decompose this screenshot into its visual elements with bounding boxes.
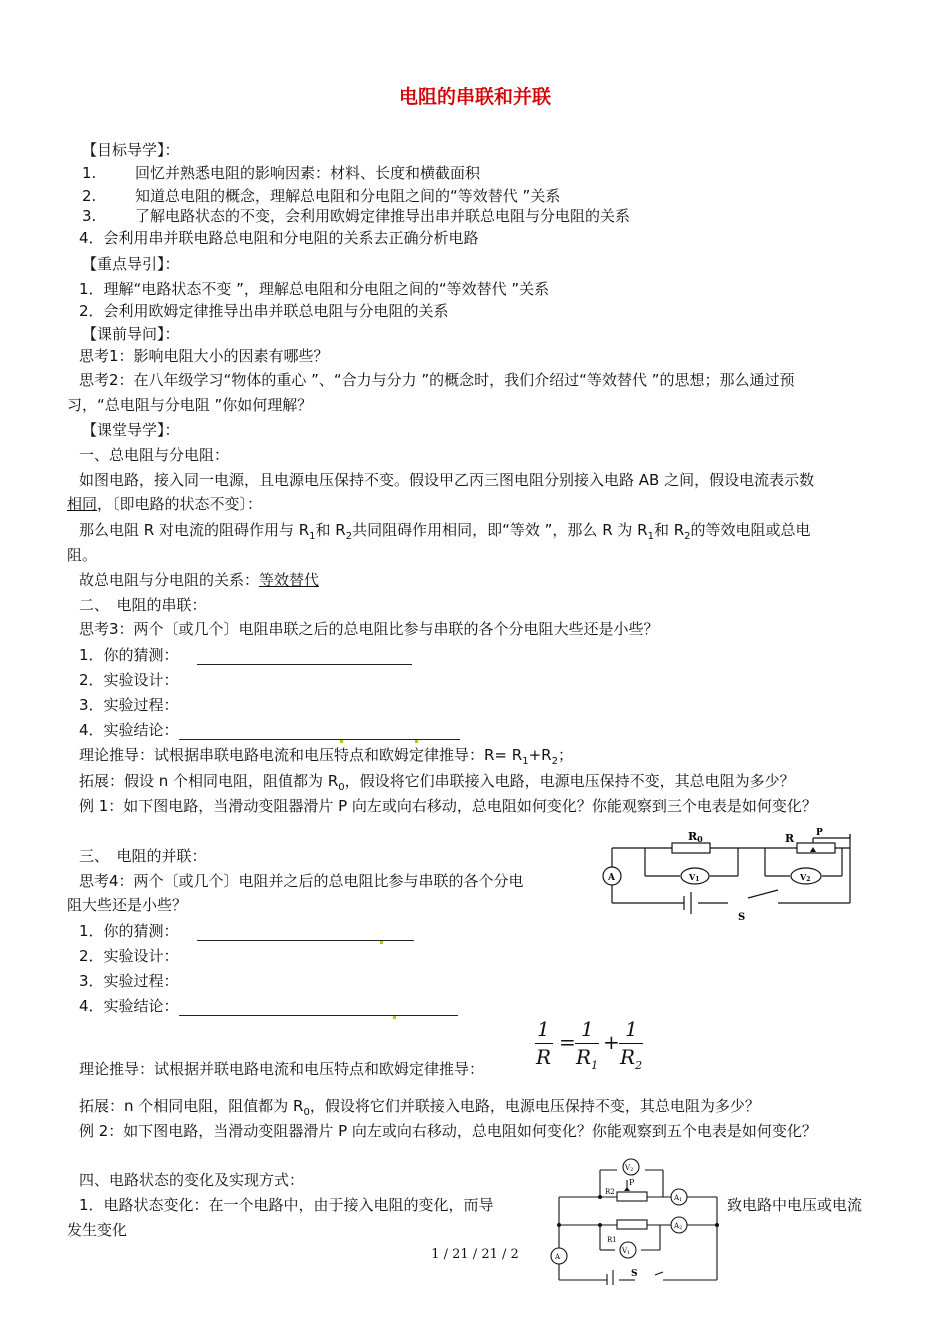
parallel-guess-label: 1．你的猜测： bbox=[79, 922, 179, 940]
extension-text: ，假设将它们并联接入电路，电源电压保持不变，其总电阻为多少？ bbox=[309, 1097, 760, 1115]
junction bbox=[598, 1195, 602, 1199]
formula-denominator: R bbox=[536, 1045, 552, 1069]
label-a2: A2 bbox=[674, 1222, 683, 1231]
parallel-design: 2．实验设计： bbox=[79, 947, 179, 965]
page-title: 电阻的串联和并联 bbox=[398, 86, 551, 108]
series-guess-label: 1．你的猜测： bbox=[79, 646, 179, 664]
junction bbox=[715, 1223, 719, 1227]
formula-numerator: 1 bbox=[581, 1017, 594, 1041]
label-r: R bbox=[785, 832, 795, 845]
extension-text: 拓展：假设 n 个相同电阻，阻值都为 R bbox=[79, 772, 339, 790]
example-1: 例 1：如下图电路，当滑动变阻器滑片 P 向左或向右移动，总电阻如何变化？你能观察到三个电表是如何变化？ bbox=[79, 797, 817, 815]
label-v1: V1 bbox=[622, 1247, 631, 1256]
subscript: 1 bbox=[591, 1059, 599, 1072]
think-2-line-2: 习，“总电阻与分电阻 ”你如何理解？ bbox=[67, 396, 313, 414]
para-2-line-2: 阻。 bbox=[67, 546, 98, 564]
para-2-line-1 bbox=[79, 520, 811, 540]
label-a: A bbox=[608, 873, 615, 883]
heading-pre: 【课前导问】： bbox=[82, 325, 180, 343]
formula-denominator bbox=[576, 1045, 599, 1072]
extension-series bbox=[79, 771, 795, 791]
fraction-bar bbox=[535, 1043, 553, 1044]
underlined-same: 相同 bbox=[67, 495, 98, 513]
subscript: 0 bbox=[338, 782, 345, 793]
section-3: 三、 电阻的并联： bbox=[79, 847, 207, 865]
derive-series-text: +R bbox=[528, 746, 552, 764]
subscript: 2 bbox=[684, 531, 691, 542]
para-2-part: 和 R bbox=[315, 521, 346, 539]
subscript: 2 bbox=[551, 756, 558, 767]
rheostat bbox=[797, 843, 835, 853]
key-2: 2．会利用欧姆定律推导出串并联总电阻与分电阻的关系 bbox=[79, 302, 449, 320]
derive-series bbox=[79, 745, 573, 765]
extension-parallel bbox=[79, 1096, 760, 1116]
extension-text: ，假设将它们串联接入电路，电源电压保持不变，其总电阻为多少？ bbox=[344, 772, 795, 790]
conclusion-blank[interactable] bbox=[179, 999, 458, 1016]
parallel-conclusion-label: 4．实验结论： bbox=[79, 997, 179, 1015]
para-2-part: 的等效电阻或总电 bbox=[690, 521, 811, 539]
goal-1-number: 1. bbox=[82, 164, 97, 182]
series-guess bbox=[79, 645, 412, 665]
conclusion-blank[interactable] bbox=[179, 723, 460, 740]
subscript: 1 bbox=[647, 531, 654, 542]
fraction-bar bbox=[619, 1043, 643, 1044]
state-1-line-2: 发生变化 bbox=[67, 1221, 128, 1239]
derive-parallel: 理论推导：试根据并联电路电流和电压特点和欧姆定律推导： bbox=[79, 1060, 485, 1078]
circuit-diagram-series bbox=[600, 828, 865, 920]
label-p: P bbox=[816, 828, 823, 838]
state-1-line-1: 1．电路状态变化：在一个电路中，由于接入电阻的变化，而导 bbox=[79, 1196, 494, 1214]
label-a: A bbox=[555, 1253, 561, 1261]
label-s: S bbox=[631, 1269, 638, 1279]
goal-4: 4．会利用串并联电路总电阻和分电阻的关系去正确分析电路 bbox=[79, 229, 479, 247]
fraction-bar bbox=[575, 1043, 599, 1044]
goal-2: 知道总电阻的概念，理解总电阻和分电阻之间的“等效替代 ”关系 bbox=[135, 187, 561, 205]
label-v2: V2 bbox=[625, 1164, 634, 1173]
junction bbox=[557, 1223, 561, 1227]
junction bbox=[598, 1223, 602, 1227]
section-2: 二、 电阻的串联： bbox=[79, 596, 207, 614]
section-4: 四、电路状态的变化及实现方式： bbox=[79, 1171, 305, 1189]
heading-key: 【重点导引】： bbox=[82, 255, 180, 273]
parallel-conclusion bbox=[79, 996, 458, 1016]
page-number: 1 / 21 / 21 / 2 bbox=[431, 1247, 519, 1262]
series-process: 3．实验过程： bbox=[79, 696, 179, 714]
think-4-line-2: 阻大些还是小些？ bbox=[67, 896, 188, 914]
think-4-line-1: 思考4：两个〔或几个〕电阻并之后的总电阻比参与串联的各个分电 bbox=[79, 872, 524, 890]
key-1: 1．理解“电路状态不变 ”，理解总电阻和分电阻之间的“等效替代 ”关系 bbox=[79, 280, 550, 298]
heading-goal: 【目标导学】： bbox=[82, 141, 180, 159]
subscript: 2 bbox=[635, 1059, 643, 1072]
para-1-rest: ，〔即电路的状态不变〕： bbox=[97, 495, 263, 513]
label-r2: R2 bbox=[605, 1188, 615, 1196]
subscript: 1 bbox=[522, 756, 529, 767]
guess-blank[interactable] bbox=[197, 648, 412, 665]
rheostat-r2 bbox=[617, 1192, 647, 1201]
slider-arrow bbox=[624, 1187, 630, 1191]
think-1: 思考1：影响电阻大小的因素有哪些？ bbox=[79, 347, 329, 365]
extension-text: 拓展：n 个相同电阻，阻值都为 R bbox=[79, 1097, 304, 1115]
label-s: S bbox=[738, 912, 746, 920]
resistor-r0 bbox=[672, 843, 710, 853]
label-v1: V1 bbox=[689, 872, 700, 883]
subscript: 0 bbox=[303, 1107, 310, 1118]
para-1-line-2 bbox=[67, 494, 262, 514]
think-3: 思考3：两个〔或几个〕电阻串联之后的总电阻比参与串联的各个分电阻大些还是小些？ bbox=[79, 620, 659, 638]
formula-numerator: 1 bbox=[625, 1017, 638, 1041]
formula-equals: = bbox=[559, 1030, 576, 1054]
guess-blank[interactable] bbox=[197, 924, 414, 941]
goal-2-number: 2. bbox=[82, 187, 97, 205]
formula-denominator bbox=[620, 1045, 643, 1072]
para-3-text: 故总电阻与分电阻的关系： bbox=[79, 571, 260, 589]
para-1-line-1: 如图电路，接入同一电源，且电源电压保持不变。假设甲乙丙三图电阻分别接入电路 AB 之间，假设电流表示数 bbox=[79, 471, 815, 489]
derive-series-text: 理论推导：试根据串联电路电流和电压特点和欧姆定律推导：R= R bbox=[79, 746, 523, 764]
goal-3-number: 3. bbox=[82, 207, 97, 225]
example-2: 例 2：如下图电路，当滑动变阻器滑片 P 向左或向右移动，总电阻如何变化？你能观察到五个电表是如何变化？ bbox=[79, 1122, 817, 1140]
para-2-part: 共同阻碍作用相同，即“等效 ”，那么 R 为 R bbox=[352, 521, 648, 539]
para-2-part: 和 R bbox=[653, 521, 685, 539]
label-v2: V2 bbox=[800, 872, 811, 883]
resistor-r1 bbox=[617, 1220, 647, 1229]
formula-plus: + bbox=[603, 1030, 620, 1054]
para-3 bbox=[79, 570, 319, 590]
parallel-process: 3．实验过程： bbox=[79, 972, 179, 990]
circuit-diagram-parallel bbox=[545, 1150, 725, 1285]
formula-numerator: 1 bbox=[537, 1017, 550, 1041]
state-1-line-1-continued: 致电路中电压或电流 bbox=[727, 1196, 863, 1214]
label-r1: R1 bbox=[607, 1236, 617, 1244]
series-conclusion bbox=[79, 720, 460, 740]
label-p: P bbox=[629, 1178, 635, 1187]
underlined-equivalent: 等效替代 bbox=[259, 571, 320, 589]
series-conclusion-label: 4．实验结论： bbox=[79, 721, 179, 739]
goal-3: 了解电路状态的不变，会利用欧姆定律推导出串并联总电阻与分电阻的关系 bbox=[135, 207, 631, 225]
goal-1: 回忆并熟悉电阻的影响因素：材料、长度和横截面积 bbox=[135, 164, 481, 182]
think-2-line-1: 思考2：在八年级学习“物体的重心 ”、“合力与分力 ”的概念时，我们介绍过“等效替代 ”的思想；那么通过预 bbox=[79, 371, 795, 389]
series-design: 2．实验设计： bbox=[79, 671, 179, 689]
subscript: 2 bbox=[345, 531, 353, 542]
formula-r: R bbox=[620, 1045, 636, 1069]
derive-series-text: ； bbox=[557, 746, 573, 764]
label-a1: A1 bbox=[674, 1194, 683, 1203]
subscript: 1 bbox=[309, 531, 316, 542]
label-r0: R0 bbox=[688, 830, 703, 844]
heading-class: 【课堂导学】： bbox=[82, 421, 180, 439]
section-1: 一、总电阻与分电阻： bbox=[79, 446, 230, 464]
parallel-guess bbox=[79, 921, 414, 941]
para-2-part: 那么电阻 R 对电流的阻碍作用与 R bbox=[79, 521, 310, 539]
formula-r: R bbox=[576, 1045, 592, 1069]
